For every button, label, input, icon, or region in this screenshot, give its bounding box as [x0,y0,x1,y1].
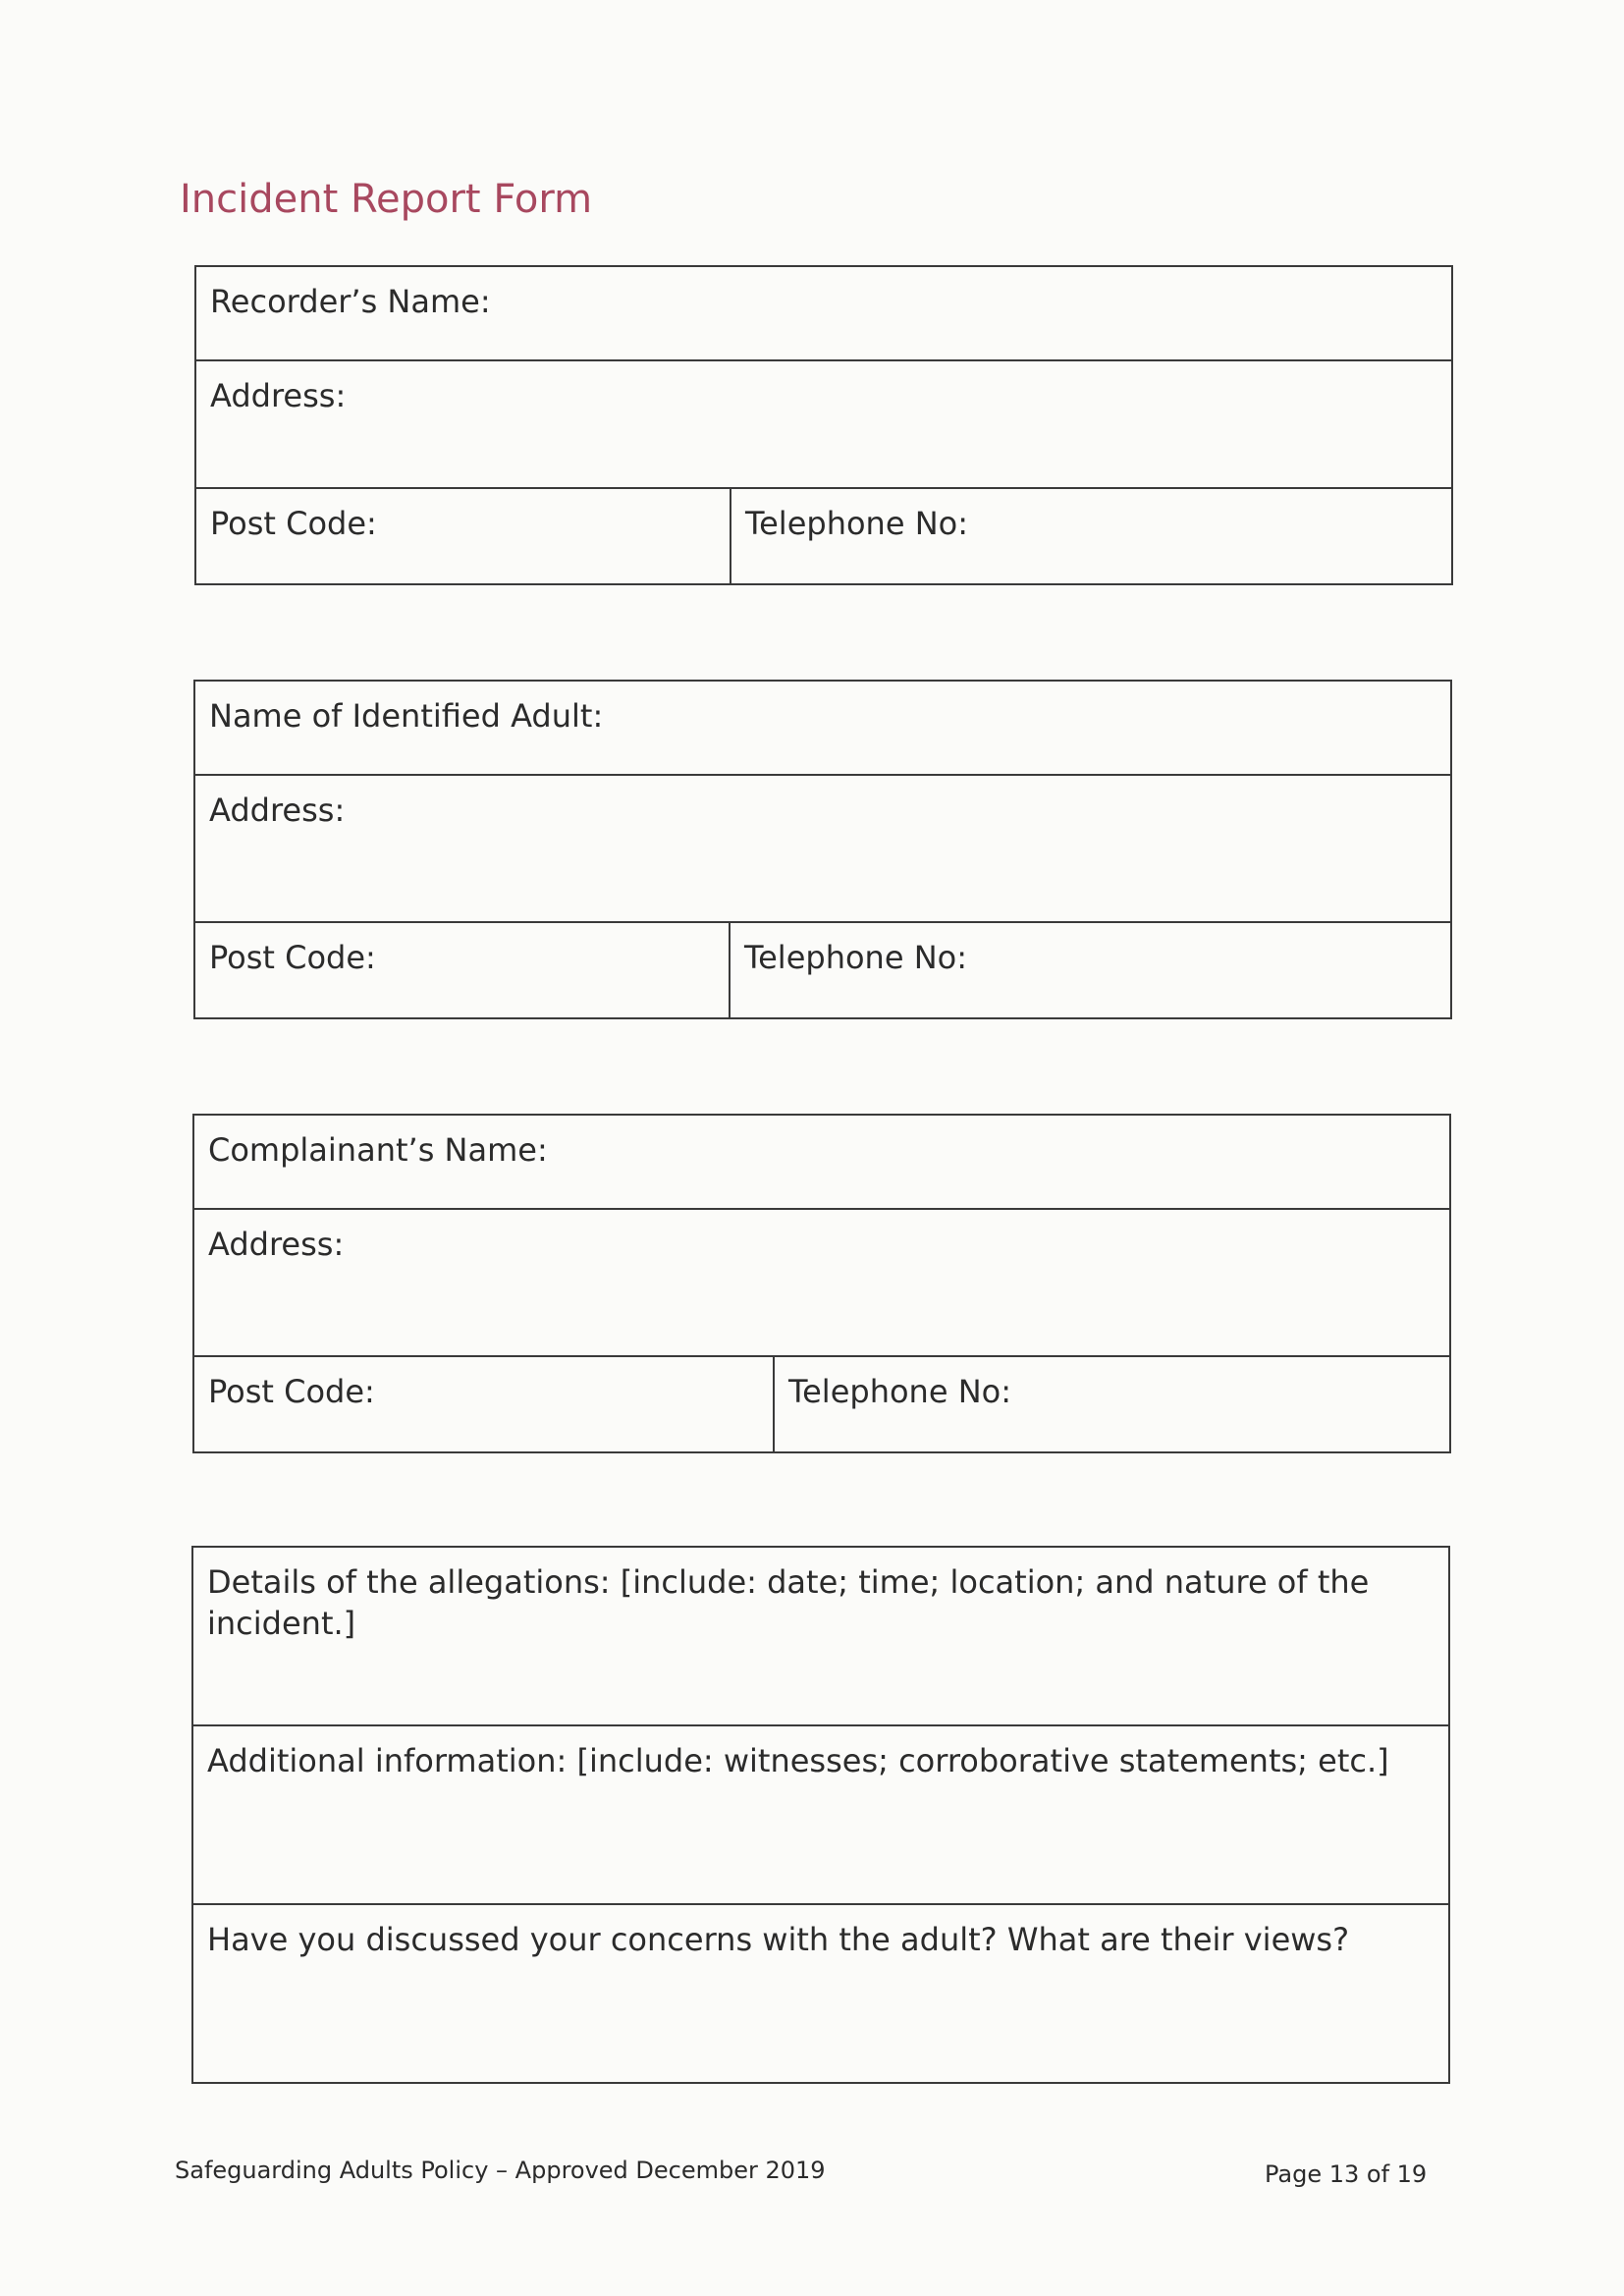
recorder-name-field[interactable] [195,266,1452,360]
complainant-name-label: Complainant’s Name: [208,1131,548,1169]
recorder-section [194,265,1453,585]
identified-adult-address-label: Address: [209,792,346,829]
complainant-telephone-label: Telephone No: [788,1373,1011,1410]
footer-policy: Safeguarding Adults Policy – Approved December 2019 [175,2157,826,2184]
identified-adult-telephone-field[interactable] [730,922,1451,1018]
identified-adult-name-field[interactable] [194,681,1451,775]
recorder-telephone-label: Telephone No: [745,505,968,542]
complainant-address-label: Address: [208,1226,345,1263]
identified-adult-address-field[interactable] [194,775,1451,922]
adult-views-label: Have you discussed your concerns with the adult? What are their views? [207,1921,1350,1958]
identified-adult-postcode-field[interactable] [194,922,730,1018]
complainant-postcode-field[interactable] [193,1356,774,1452]
footer-page-number: Page 13 of 19 [1265,2160,1428,2188]
complainant-telephone-field[interactable] [774,1356,1450,1452]
complainant-postcode-label: Post Code: [208,1373,375,1410]
complainant-address-field[interactable] [193,1209,1450,1356]
recorder-name-label: Recorder’s Name: [210,283,491,320]
page-title: Incident Report Form [180,177,593,222]
identified-adult-postcode-label: Post Code: [209,939,376,976]
identified-adult-name-label: Name of Identified Adult: [209,697,604,735]
allegations-label: Details of the allegations: [include: date; time; location; and nature of the incident.] [207,1563,1370,1642]
adult-views-field[interactable] [192,1904,1449,2083]
identified-adult-section [193,680,1452,1019]
complainant-section [192,1114,1451,1453]
recorder-address-field[interactable] [195,360,1452,488]
recorder-telephone-field[interactable] [731,488,1452,584]
details-section [191,1546,1450,2084]
additional-info-field[interactable] [192,1725,1449,1904]
identified-adult-telephone-label: Telephone No: [744,939,967,976]
additional-info-label: Additional information: [include: witnesses; corroborative statements; etc.] [207,1742,1389,1779]
recorder-postcode-field[interactable] [195,488,731,584]
allegations-field[interactable] [192,1547,1449,1725]
recorder-address-label: Address: [210,377,347,414]
complainant-name-field[interactable] [193,1115,1450,1209]
recorder-postcode-label: Post Code: [210,505,377,542]
